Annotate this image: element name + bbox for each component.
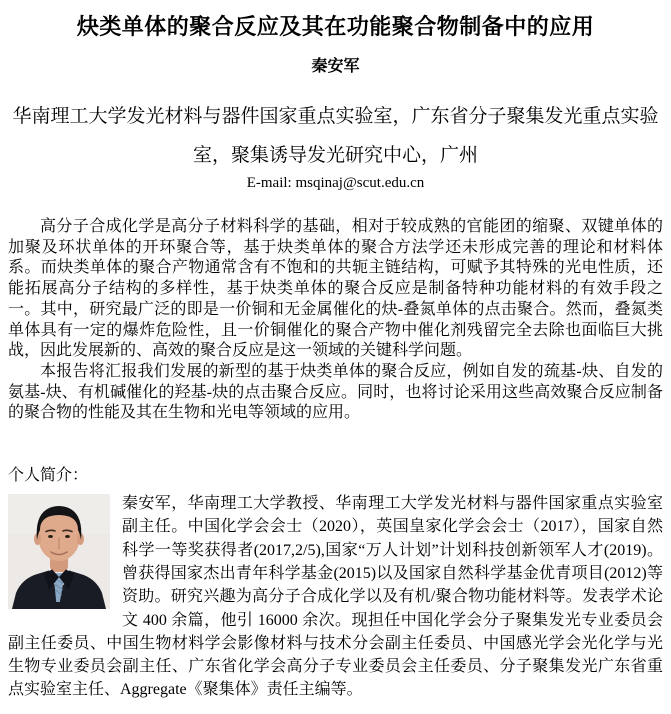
email-address: msqinaj@scut.edu.cn xyxy=(295,175,425,191)
bio-section xyxy=(8,492,663,702)
portrait-photo-graphic xyxy=(8,494,110,609)
email-line xyxy=(8,175,663,191)
author-name: 秦安军 xyxy=(311,58,360,75)
abstract-paragraph-2: 本报告将汇报我们发展的新型的基于炔类单体的聚合反应，例如自发的巯基-炔、自发的氨基-炔、有机碱催化的羟基-炔的点击聚合反应。同时，也将讨论采用这些高效聚合反应制备的聚合物的性能及其在生物和光电等领域的应用。 xyxy=(8,362,663,422)
portrait-photo xyxy=(8,494,110,609)
abstract-body xyxy=(8,217,663,424)
bio-text: 秦安军，华南理工大学教授、华南理工大学发光材料与器件国家重点实验室副主任。中国化学会会士（2020），英国皇家化学会会士（2017），国家自然科学一等奖获得者(2017,2/5),国家“万人计划”计划科技创新领军人才(2019)。曾获得国家杰出青年科学基金(2015)以及国家自然科学基金优青项目(2012)等资助。研究兴趣为高分子合成化学以及有机/聚合物功能材料等。发表学术论文 400 余篇，他引 16000 余次。现担任中国化学会分子聚集发光专业委员会副主任委员、中国生物材料学会影像材料与技术分会副主任委员、中国感光学会光化学与光生物专业委员会副主任、广东省化学会高分子专业委员会主任委员、分子聚集发光广东省重点实验室主任、Aggregate《聚集体》责任主编等。 xyxy=(8,495,663,699)
affiliation-line: 华南理工大学发光材料与器件国家重点实验室，广东省分子聚集发光重点实验室，聚集诱导发光研究中心，广州 xyxy=(12,106,659,166)
bio-heading: 个人简介： xyxy=(8,467,89,485)
abstract-paragraph-1: 高分子合成化学是高分子材料科学的基础，相对于较成熟的官能团的缩聚、双键单体的加聚及环状单体的开环聚合等，基于炔类单体的聚合方法学还未形成完善的理论和材料体系。而炔类单体的聚合产物通常含有不饱和的共轭主链结构，可赋予其特殊的光电性质，还能拓展高分子结构的多样性，基于炔类单体的聚合反应是制备特种功能材料的有效手段之一。其中，研究最广泛的即是一价铜和无金属催化的炔-叠氮单体的点击聚合。然而，叠氮类单体具有一定的爆炸危险性，且一价铜催化的聚合产物中催化剂残留完全去除也面临巨大挑战，因此发展新的、高效的聚合反应是这一领域的关键科学问题。 xyxy=(8,218,663,360)
page-title: 炔类单体的聚合反应及其在功能聚合物制备中的应用 xyxy=(76,14,595,39)
email-label: E-mail: xyxy=(246,175,292,191)
